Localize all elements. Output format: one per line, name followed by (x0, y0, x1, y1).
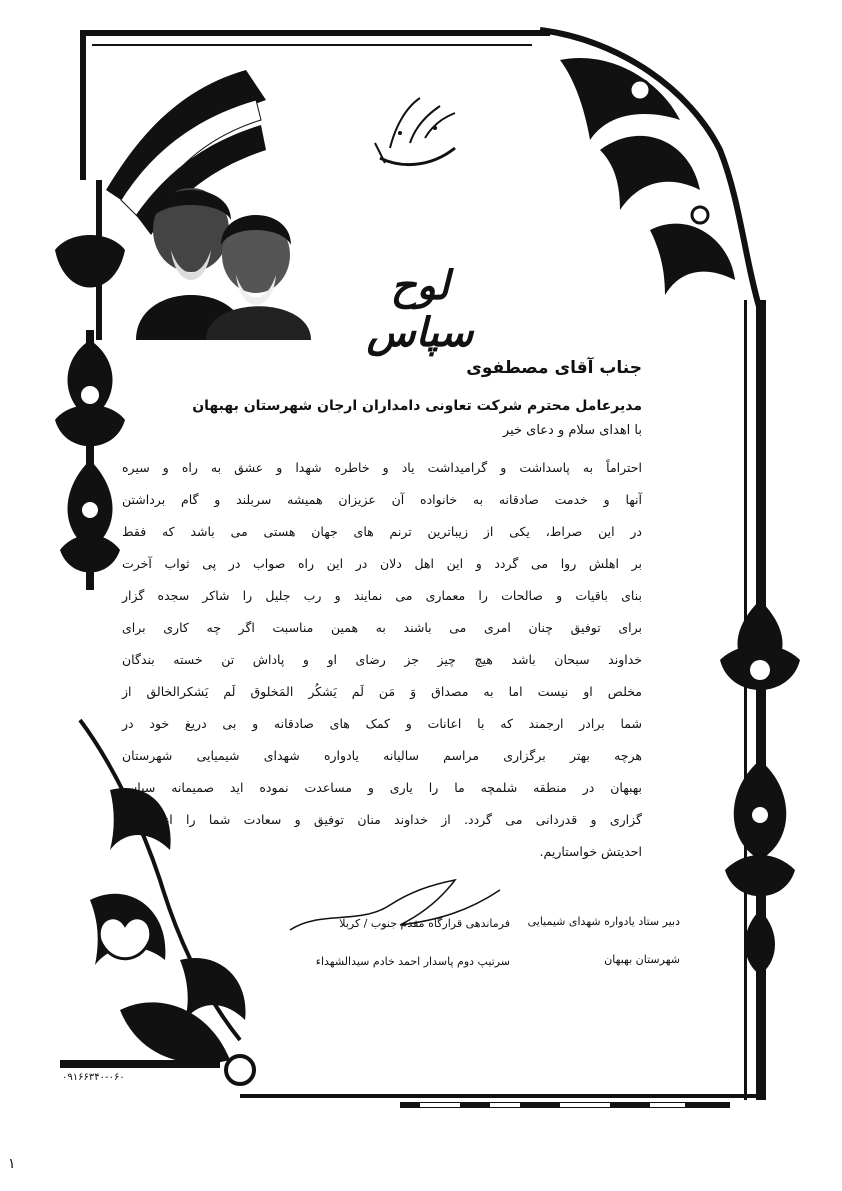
certificate-title: لوح سپاس (366, 262, 474, 356)
signature-right-title: دبیر ستاد یادواره شهدای شیمیایی (527, 915, 680, 928)
footer-phone: ۰۹۱۶۶۳۴۰-۰۶۰ (62, 1072, 125, 1083)
footer-pattern-strip (400, 1098, 730, 1112)
right-lotus-ornament (720, 600, 800, 975)
body-line: بهبهان در منطقه شلمچه ما را یاری و مساعدت نموده اید صمیمانه سپاس (122, 780, 642, 795)
body-line: گزاری و قدردانی می گردد. از خداوند منان توفیق و سعادت شما را از درگاه (122, 812, 642, 827)
body-line: برای توفیق چنان امری می باشند به همین مناسبت اگر چه کاری برای (122, 620, 642, 635)
leaders-portrait-illustration (96, 30, 326, 340)
handwritten-signature (280, 870, 510, 950)
body-line: بر اهلش روا می گردد و این اهل دلان در این راه صواب در پی ثواب آخرت (122, 556, 642, 571)
body-line: خداوند سبحان باشد هیچ چیز جز رضای او و پاداش تن خسته بندگان (122, 652, 642, 667)
certificate-body (122, 452, 642, 868)
body-line: شما برادر ارجمند که با اعانات و کمک های صادقانه و بی دریغ خود در (122, 716, 642, 731)
body-line: در این صراط، یکی از زیباترین ترنم های جهان هستی می باشد که فقط (122, 524, 642, 539)
body-line: مخلص او نیست اما به مصداق وَ مَن لَم یَشکُر المَخلوق لَم یَشکرالخالق از (122, 684, 642, 699)
body-line: آنها و خدمت صادقانه به خانواده آن عزیزان همیشه سربلند و گام برداشتن (122, 492, 642, 507)
body-line: هرچه بهتر برگزاری مراسم سالیانه یادواره شهدای شیمیایی شهرستان (122, 748, 642, 763)
signature-right-city: شهرستان بهبهان (604, 953, 680, 966)
signature-left-title: فرماندهی قرارگاه مقدم جنوب / کربلا (339, 917, 510, 930)
body-line: احدیتش خواستاریم. (539, 844, 642, 859)
page-number: ۱ (8, 1156, 16, 1172)
body-line: بنای باقیات و صالحات را معماری می نمایند و رب جلیل را شاکر سجده گزار (122, 588, 642, 603)
signature-left-name: سرتیپ دوم پاسدار احمد خادم سیدالشهداء (315, 955, 510, 968)
position-line: مدیرعامل محترم شرکت تعاونی دامداران ارجان شهرستان بهبهان (192, 398, 642, 414)
body-line: احتراماً به پاسداشت و گرامیداشت یاد و خاطره شهدا و عشق به راه و سیره (122, 460, 642, 475)
top-right-floral-ornament (540, 30, 760, 310)
greeting-line: با اهدای سلام و دعای خیر (502, 423, 642, 438)
recipient-line: جناب آقای مصطفوی (466, 358, 642, 378)
basmala-calligraphy (370, 88, 470, 178)
